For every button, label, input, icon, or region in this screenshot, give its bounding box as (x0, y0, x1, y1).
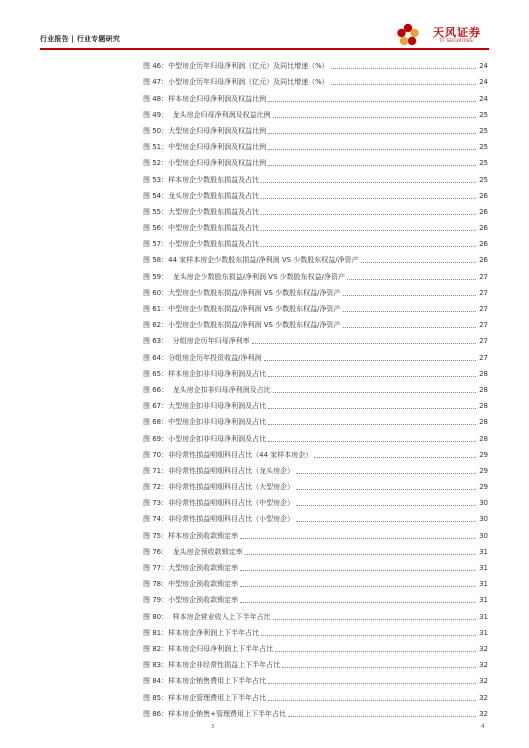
toc-entry-page: 28 (479, 369, 488, 378)
toc-leader-dots (261, 182, 476, 183)
toc-leader-dots (343, 295, 476, 296)
toc-entry[interactable] (143, 654, 488, 670)
toc-leader-dots (261, 214, 476, 215)
toc-leader-dots (268, 408, 476, 409)
toc-leader-dots (347, 279, 476, 280)
toc-leader-dots (268, 165, 476, 166)
toc-entry-page: 30 (479, 515, 488, 524)
toc-entry-label: 图 56：中型房企少数股东损益及占比 (143, 224, 260, 233)
toc-entry-page: 31 (479, 612, 488, 621)
toc-entry-page: 28 (479, 418, 488, 427)
toc-entry-page: 32 (479, 644, 488, 653)
toc-entry-page: 26 (479, 224, 488, 233)
toc-entry[interactable] (143, 201, 488, 217)
toc-entry-label: 图 61：中型房企少数股东损益/净利润 VS 少数股东权益/净资产 (143, 305, 341, 313)
toc-entry-page: 30 (479, 531, 488, 540)
toc-entry-label: 图 49： 龙头房企归母净利润及权益比例 (143, 110, 271, 119)
toc-leader-dots (252, 343, 476, 344)
page-header (40, 22, 489, 50)
toc-leader-dots (261, 230, 476, 231)
toc-entry-page: 32 (479, 709, 488, 718)
toc-entry[interactable] (143, 330, 488, 346)
toc-entry-label: 图 70：非经常性损益明细科目占比（44 家样本房企） (143, 450, 313, 459)
toc-leader-dots (268, 424, 476, 425)
toc-entry-label: 图 51：中型房企归母净利润及权益比例 (143, 143, 267, 152)
toc-entry-label: 图 73：非经常性损益明细科目占比（中型房企） (143, 499, 295, 508)
toc-leader-dots (268, 700, 476, 701)
toc-entry-label: 图 68：中型房企扣非归母净利润及占比 (143, 418, 267, 427)
toc-entry-label: 图 84：样本房企销售费用上下半年占比 (143, 677, 267, 686)
toc-entry-page: 28 (479, 402, 488, 411)
toc-entry[interactable] (143, 346, 488, 362)
toc-entry-label: 图 66： 龙头房企扣非归母净利润及占比 (143, 385, 271, 394)
logo-text-cn: 天风证券 (433, 26, 481, 39)
toc-entry-page: 31 (479, 596, 488, 605)
toc-entry-page: 32 (479, 661, 488, 670)
toc-entry-page: 32 (479, 677, 488, 686)
toc-entry[interactable] (143, 573, 488, 589)
toc-entry[interactable] (143, 265, 488, 281)
toc-entry-page: 24 (479, 78, 488, 87)
toc-entry-page: 29 (479, 483, 488, 492)
toc-entry-page: 27 (479, 272, 488, 281)
toc-leader-dots (268, 101, 476, 102)
toc-leader-dots (245, 554, 476, 555)
toc-entry[interactable] (143, 87, 488, 103)
toc-entry-label: 图 46：中型房企历年归母净利润（亿元）及同比增速（%） (143, 62, 329, 71)
toc-entry[interactable] (143, 622, 488, 638)
figure-index-list (143, 55, 488, 719)
toc-entry-page: 28 (479, 385, 488, 394)
toc-entry[interactable] (143, 71, 488, 87)
toc-entry-label: 图 83：样本房企非经常性损益上下半年占比 (143, 661, 281, 670)
toc-entry[interactable] (143, 249, 488, 265)
report-category: 行业报告 | 行业专题研究 (40, 35, 121, 43)
toc-entry[interactable] (143, 104, 488, 120)
toc-leader-dots (273, 117, 476, 118)
toc-entry-label: 图 53：样本房企少数股东损益及占比 (143, 175, 260, 184)
toc-entry-label: 图 65：样本房企扣非归母净利润及占比 (143, 369, 267, 378)
toc-entry-page: 27 (479, 337, 488, 346)
toc-entry-page: 27 (479, 305, 488, 313)
toc-entry[interactable] (143, 703, 488, 719)
toc-leader-dots (331, 84, 476, 85)
toc-entry-label: 图 60：大型房企少数股东损益/净利润 VS 少数股东权益/净资产 (143, 288, 341, 297)
toc-entry-page: 24 (479, 94, 488, 103)
logo-text-en: TF SECURITIES (439, 38, 473, 43)
toc-entry[interactable] (143, 638, 488, 654)
toc-leader-dots (273, 392, 476, 393)
toc-leader-dots (264, 360, 477, 361)
toc-entry-page: 29 (479, 450, 488, 459)
toc-entry[interactable] (143, 185, 488, 201)
toc-entry[interactable] (143, 217, 488, 233)
toc-entry[interactable] (143, 282, 488, 298)
toc-entry[interactable] (143, 476, 488, 492)
toc-leader-dots (273, 619, 476, 620)
toc-entry[interactable] (143, 589, 488, 605)
toc-entry-label: 图 79：小型房企预收款锁定率 (143, 596, 239, 605)
toc-leader-dots (240, 602, 476, 603)
toc-leader-dots (296, 489, 476, 490)
toc-entry-page: 28 (479, 434, 488, 443)
toc-leader-dots (361, 262, 476, 263)
toc-leader-dots (296, 473, 476, 474)
toc-leader-dots (288, 716, 476, 717)
toc-entry-label: 图 74：非经常性损益明细科目占比（小型房企） (143, 515, 295, 524)
toc-entry-page: 31 (479, 564, 488, 572)
company-logo (379, 22, 489, 48)
toc-leader-dots (275, 651, 476, 652)
toc-entry[interactable] (143, 363, 488, 379)
toc-entry[interactable] (143, 444, 488, 460)
toc-entry[interactable] (143, 686, 488, 702)
toc-entry-page: 26 (479, 240, 488, 249)
toc-entry[interactable] (143, 670, 488, 686)
toc-entry-label: 图 54：龙头房企少数股东损益及占比 (143, 191, 260, 200)
toc-entry-page: 25 (479, 110, 488, 119)
toc-entry-label: 图 85：样本房企管理费用上下半年占比 (143, 693, 267, 702)
toc-entry-label: 图 72：非经常性损益明细科目占比（大型房企） (143, 483, 295, 492)
toc-entry-page: 29 (479, 466, 488, 475)
toc-entry-label: 图 59： 龙头房企少数股东损益/净利润 VS 少数股东权益/净资产 (143, 272, 345, 281)
toc-entry-label: 图 86：样本房企销售+管理费用上下半年占比 (143, 709, 286, 718)
toc-entry-page: 24 (479, 62, 488, 71)
footer-mark: 3 (211, 724, 215, 730)
toc-entry[interactable] (143, 492, 488, 508)
toc-entry[interactable] (143, 557, 488, 573)
toc-entry-page: 27 (479, 353, 488, 362)
toc-leader-dots (296, 521, 476, 522)
toc-leader-dots (343, 311, 476, 312)
toc-entry[interactable] (143, 395, 488, 411)
toc-leader-dots (314, 457, 476, 458)
toc-entry-label: 图 47：小型房企历年归母净利润（亿元）及同比增速（%） (143, 78, 329, 87)
toc-entry-label: 图 55：大型房企少数股东损益及占比 (143, 207, 260, 216)
toc-entry-page: 25 (479, 175, 488, 184)
toc-entry-label: 图 50：大型房企归母净利润及权益比例 (143, 126, 267, 135)
toc-entry-label: 图 76： 龙头房企预收款锁定率 (143, 547, 243, 556)
toc-leader-dots (240, 586, 476, 587)
toc-entry[interactable] (143, 411, 488, 427)
toc-entry-page: 31 (479, 580, 488, 589)
toc-entry-page: 31 (479, 628, 488, 637)
toc-leader-dots (268, 441, 476, 442)
toc-entry-page: 25 (479, 126, 488, 135)
toc-entry[interactable] (143, 152, 488, 168)
toc-leader-dots (268, 133, 476, 134)
toc-entry-page: 27 (479, 321, 488, 330)
toc-entry-label: 图 78：中型房企预收款锁定率 (143, 580, 239, 589)
toc-leader-dots (268, 683, 476, 684)
toc-entry-label: 图 77：大型房企预收款锁定率 (143, 564, 239, 572)
toc-leader-dots (282, 667, 476, 668)
toc-entry-label: 图 58：44 家样本房企少数股东损益/净利润 VS 少数股东权益/净资产 (143, 256, 359, 265)
toc-leader-dots (261, 198, 476, 199)
toc-entry-label: 图 80： 样本房企营业收入上下半年占比 (143, 612, 271, 621)
toc-entry-label: 图 62：小型房企少数股东损益/净利润 VS 少数股东权益/净资产 (143, 321, 341, 330)
toc-entry[interactable] (143, 460, 488, 476)
toc-entry-label: 图 81：样本房企净利润上下半年占比 (143, 628, 260, 637)
toc-entry-label: 图 82：样本房企归母净利润上下半年占比 (143, 644, 274, 653)
toc-entry-label: 图 71：非经常性损益明细科目占比（龙头房企） (143, 466, 295, 475)
toc-entry[interactable] (143, 298, 488, 314)
toc-entry-page: 26 (479, 191, 488, 200)
toc-entry[interactable] (143, 168, 488, 184)
toc-leader-dots (261, 635, 476, 636)
toc-entry-label: 图 63： 分组房企历年归母净利率 (143, 337, 250, 346)
toc-entry-page: 32 (479, 693, 488, 702)
toc-entry[interactable] (143, 136, 488, 152)
page-number: 4 (481, 723, 485, 730)
toc-leader-dots (240, 570, 476, 571)
toc-entry-page: 26 (479, 256, 488, 265)
toc-entry-label: 图 75：样本房企预收款锁定率 (143, 531, 239, 540)
flower-logo-icon (395, 22, 421, 48)
toc-entry[interactable] (143, 55, 488, 71)
toc-entry-page: 26 (479, 207, 488, 216)
toc-entry-page: 25 (479, 159, 488, 168)
toc-leader-dots (343, 327, 476, 328)
toc-leader-dots (268, 149, 476, 150)
toc-entry[interactable] (143, 508, 488, 524)
toc-entry[interactable] (143, 427, 488, 443)
toc-entry-page: 25 (479, 143, 488, 152)
toc-entry[interactable] (143, 541, 488, 557)
toc-entry[interactable] (143, 524, 488, 540)
toc-entry-label: 图 48：样本房企归母净利润及权益比例 (143, 94, 267, 103)
toc-leader-dots (296, 505, 476, 506)
toc-entry-label: 图 69：小型房企扣非归母净利润及占比 (143, 434, 267, 443)
toc-leader-dots (261, 246, 476, 247)
toc-leader-dots (331, 68, 476, 69)
toc-entry[interactable] (143, 314, 488, 330)
toc-leader-dots (240, 538, 476, 539)
toc-leader-dots (268, 376, 476, 377)
toc-entry-label: 图 64：分组房企历年投资收益/净利润 (143, 353, 262, 362)
toc-entry-page: 30 (479, 499, 488, 508)
toc-entry[interactable] (143, 379, 488, 395)
toc-entry[interactable] (143, 233, 488, 249)
toc-entry-page: 31 (479, 547, 488, 556)
toc-entry-label: 图 57：小型房企少数股东损益及占比 (143, 240, 260, 249)
toc-entry-label: 图 67：大型房企扣非归母净利润及占比 (143, 402, 267, 411)
toc-entry-page: 27 (479, 288, 488, 297)
toc-entry-label: 图 52：小型房企归母净利润及权益比例 (143, 159, 267, 168)
toc-entry[interactable] (143, 605, 488, 621)
toc-entry[interactable] (143, 120, 488, 136)
header-divider (40, 48, 489, 50)
